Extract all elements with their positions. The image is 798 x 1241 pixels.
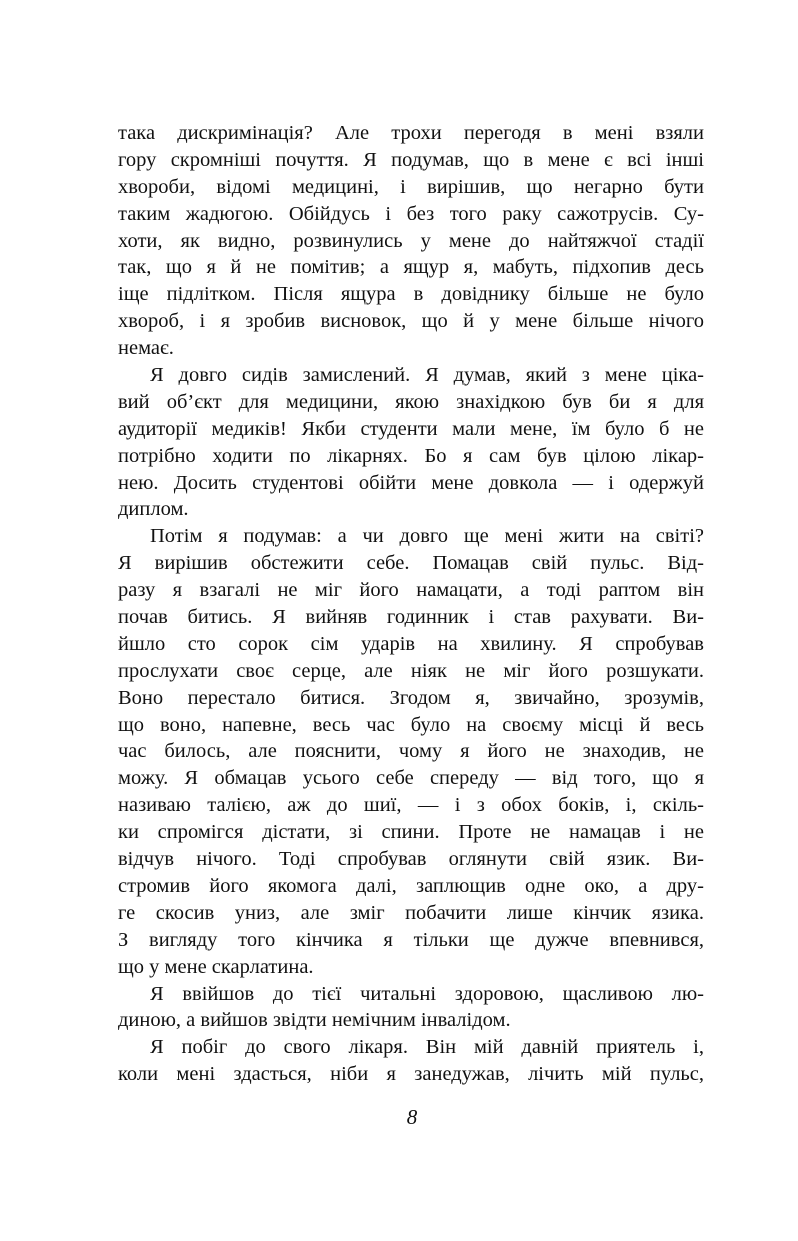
- text-line: стромив його якомога далі, заплющив одне око, а дру-: [118, 874, 704, 897]
- text-line: диплом.: [118, 498, 189, 521]
- text-line: З вигляду того кінчика я тільки ще дужче впевнився,: [118, 928, 704, 951]
- paragraph: [118, 981, 704, 1035]
- text-line: почав битись. Я вийняв годинник і став рахувати. Ви-: [118, 606, 704, 629]
- page-number: 8: [406, 1105, 418, 1129]
- paragraph: [118, 523, 704, 980]
- text-line: час билось, але пояснити, чому я його не знаходив, не: [118, 740, 704, 763]
- text-line: називаю талією, аж до шиї, — і з обох боків, і, скіль-: [118, 794, 704, 817]
- text-line: йшло сто сорок сім ударів на хвилину. Я спробував: [118, 632, 704, 655]
- text-line: іще підлітком. Після ящура в довіднику більше не було: [118, 283, 704, 306]
- text-line: хвороби, відомі медицині, і вирішив, що негарно бути: [118, 175, 704, 198]
- text-line: ге скосив униз, але зміг побачити лише кінчик язика.: [118, 901, 704, 924]
- text-line: Я вирішив обстежити себе. Помацав свій пульс. Від-: [118, 552, 704, 575]
- text-line: таким жадюгою. Обійдусь і без того раку сажотрусів. Су-: [118, 202, 704, 225]
- text-line: що у мене скарлатина.: [118, 955, 314, 978]
- text-line: хвороб, і я зробив висновок, що й у мене більше нічого: [118, 310, 704, 333]
- text-line: нею. Досить студентові обійти мене довкола — і одержуй: [118, 471, 704, 494]
- text-line: Воно перестало битися. Згодом я, звичайно, зрозумів,: [118, 686, 704, 709]
- text-line: ки спромігся дістати, зі спини. Проте не намацав і не: [118, 821, 704, 844]
- text-line: немає.: [118, 337, 174, 360]
- text-line: така дискримінація? Але трохи перегодя в мені взяли: [118, 122, 704, 144]
- text-line: можу. Я обмацав усього себе спереду — від того, що я: [118, 767, 704, 790]
- paragraph: [118, 1034, 704, 1088]
- paragraph: [118, 362, 704, 523]
- text-line: гору скромніші почуття. Я подумав, що в мене є всі інші: [118, 148, 704, 171]
- text-line: Я побіг до свого лікаря. Він мій давній приятель і,: [150, 1036, 704, 1059]
- text-line: аудиторії медиків! Якби студенти мали мене, їм було б не: [118, 417, 704, 440]
- text-line: прослухати своє серце, але ніяк не міг його розшукати.: [118, 659, 704, 682]
- text-line: так, що я й не помітив; а ящур я, мабуть, підхопив десь: [118, 256, 704, 279]
- text-line: разу я взагалі не міг його намацати, а тоді раптом він: [118, 579, 704, 602]
- text-line: відчув нічого. Тоді спробував оглянути свій язик. Ви-: [118, 848, 704, 871]
- text-line: Потім я подумав: а чи довго ще мені жити на світі?: [150, 525, 704, 548]
- text-line: коли мені здасться, ніби я занедужав, лічить мій пульс,: [118, 1063, 704, 1086]
- text-line: що воно, напевне, весь час було на своєму місці й весь: [118, 713, 704, 736]
- text-line: Я довго сидів замислений. Я думав, який з мене ціка-: [150, 364, 704, 387]
- text-line: вий об’єкт для медицини, якою знахідкою був би я для: [118, 390, 704, 413]
- page-body-text: [118, 120, 704, 1088]
- paragraph: [118, 120, 704, 362]
- text-line: диною, а вийшов звідти немічним інвалідом.: [118, 1009, 511, 1032]
- text-line: Я ввійшов до тієї читальні здоровою, щасливою лю-: [150, 982, 704, 1005]
- text-line: хоти, як видно, розвинулись у мене до найтяжчої стадії: [118, 229, 704, 252]
- text-line: потрібно ходити по лікарнях. Бо я сам був цілою лікар-: [118, 444, 704, 467]
